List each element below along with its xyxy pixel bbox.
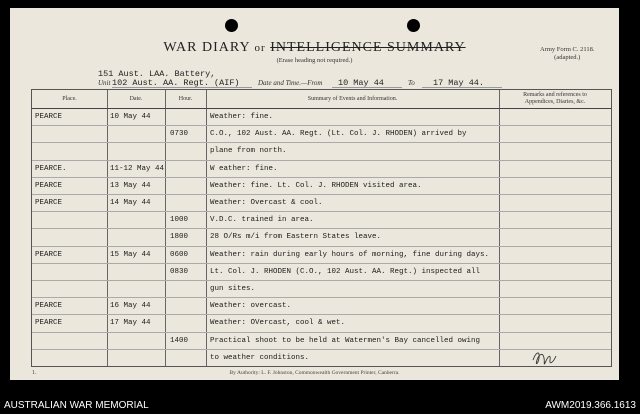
row-summary: Lt. Col. J. RHODEN (C.O., 102 Aust. AA. Regt.) inspected all	[210, 267, 481, 276]
row-rule	[32, 228, 611, 229]
diary-table	[31, 89, 612, 367]
row-summary: 28 O/Rs m/i from Eastern States leave.	[210, 233, 382, 242]
row-summary: Weather: fine.	[210, 113, 274, 121]
row-place: PEARCE	[35, 181, 63, 190]
punch-hole-right	[407, 19, 420, 32]
row-summary: Weather: overcast.	[210, 302, 292, 311]
archive-caption: AUSTRALIAN WAR MEMORIAL	[4, 400, 149, 411]
diary-sheet	[10, 8, 619, 380]
unit-label: Unit	[98, 79, 111, 87]
row-rule	[32, 160, 611, 161]
header-remarks	[499, 92, 611, 106]
row-rule	[32, 280, 611, 281]
row-hour: 0830	[170, 267, 189, 276]
erase-note: (Erase heading not required.)	[276, 57, 353, 64]
row-rule	[32, 125, 611, 126]
row-date: 15 May 44	[110, 250, 151, 259]
punch-hole-left	[225, 19, 238, 32]
to-date: 17 May 44.	[433, 78, 485, 88]
date-time-label: Date and Time.—From	[258, 79, 323, 87]
to-underline	[422, 87, 502, 88]
row-rule	[32, 332, 611, 333]
row-rule	[32, 211, 611, 212]
row-hour: 0730	[170, 130, 189, 139]
row-rule	[32, 194, 611, 195]
row-rule	[32, 177, 611, 178]
row-place: PEARCE	[35, 250, 63, 259]
header-remarks-line-2: Appendices, Diaries, &c.	[524, 99, 586, 105]
row-hour: 1000	[170, 216, 189, 225]
page-number: 1.	[32, 370, 37, 376]
row-rule	[32, 297, 611, 298]
header-hour: Hour.	[178, 96, 193, 102]
row-date: 13 May 44	[110, 181, 151, 190]
row-place: PEARCE.	[35, 164, 67, 173]
army-form-label	[540, 46, 594, 62]
row-date: 17 May 44	[110, 319, 151, 328]
to-label: To	[408, 79, 415, 87]
row-summary: V.D.C. trained in area.	[210, 216, 314, 225]
header-rule	[32, 108, 611, 109]
header-place: Place.	[62, 96, 77, 102]
archive-reference: AWM2019.366.1613	[545, 400, 636, 411]
row-summary: Practical shoot to be held at Watermen's Bay cancelled owing	[210, 336, 481, 345]
row-date: 11-12 May 44	[110, 164, 165, 173]
row-summary: plane from north.	[210, 147, 287, 156]
row-place: PEARCE	[35, 302, 63, 311]
row-rule	[32, 142, 611, 143]
printer-credit: By Authority: L. F. Johnston, Commonwealth Government Printer, Canberra.	[229, 370, 400, 376]
row-rule	[32, 263, 611, 264]
row-rule	[32, 349, 611, 350]
army-form-adapted: (adapted.)	[554, 54, 581, 61]
row-date: 10 May 44	[110, 113, 151, 121]
row-rule	[32, 314, 611, 315]
row-summary: Weather: OVercast, cool & wet.	[210, 319, 346, 328]
title-war-diary: WAR DIARY	[163, 40, 251, 55]
title-or: or	[254, 42, 266, 54]
row-hour: 0600	[170, 250, 189, 259]
row-hour: 1400	[170, 336, 189, 345]
row-place: PEARCE	[35, 113, 63, 121]
header-date: Date.	[129, 96, 143, 102]
signature-initials	[530, 346, 560, 370]
row-summary: W eather: fine.	[210, 164, 278, 173]
row-rule	[32, 246, 611, 247]
row-summary: gun sites.	[210, 285, 256, 293]
unit-underline	[112, 87, 252, 88]
army-form-number: Army Form C. 2118.	[540, 46, 595, 53]
header-summary: Summary of Events and Information.	[307, 96, 398, 102]
row-date: 14 May 44	[110, 199, 151, 207]
unit-line-1: 151 Aust. LAA. Battery,	[98, 69, 216, 79]
row-place: PEARCE	[35, 199, 63, 207]
from-date: 10 May 44	[338, 78, 384, 88]
row-summary: C.O., 102 Aust. AA. Regt. (Lt. Col. J. RHODEN) arrived by	[210, 130, 467, 139]
row-summary: to weather conditions.	[210, 353, 310, 362]
row-hour: 1800	[170, 233, 189, 242]
form-title	[10, 40, 619, 56]
from-underline	[332, 87, 402, 88]
row-summary: Weather: rain during early hours of morning, fine during days.	[210, 250, 490, 259]
header-remarks-line-1: Remarks and references to	[523, 92, 587, 98]
row-summary: Weather: Overcast & cool.	[210, 199, 323, 207]
row-place: PEARCE	[35, 319, 63, 328]
title-intelligence-summary: INTELLIGENCE SUMMARY	[270, 40, 466, 55]
row-date: 16 May 44	[110, 302, 151, 311]
unit-value: 102 Aust. AA. Regt. (AIF)	[112, 78, 240, 88]
row-summary: Weather: fine. Lt. Col. J. RHODEN visited area.	[210, 181, 422, 190]
